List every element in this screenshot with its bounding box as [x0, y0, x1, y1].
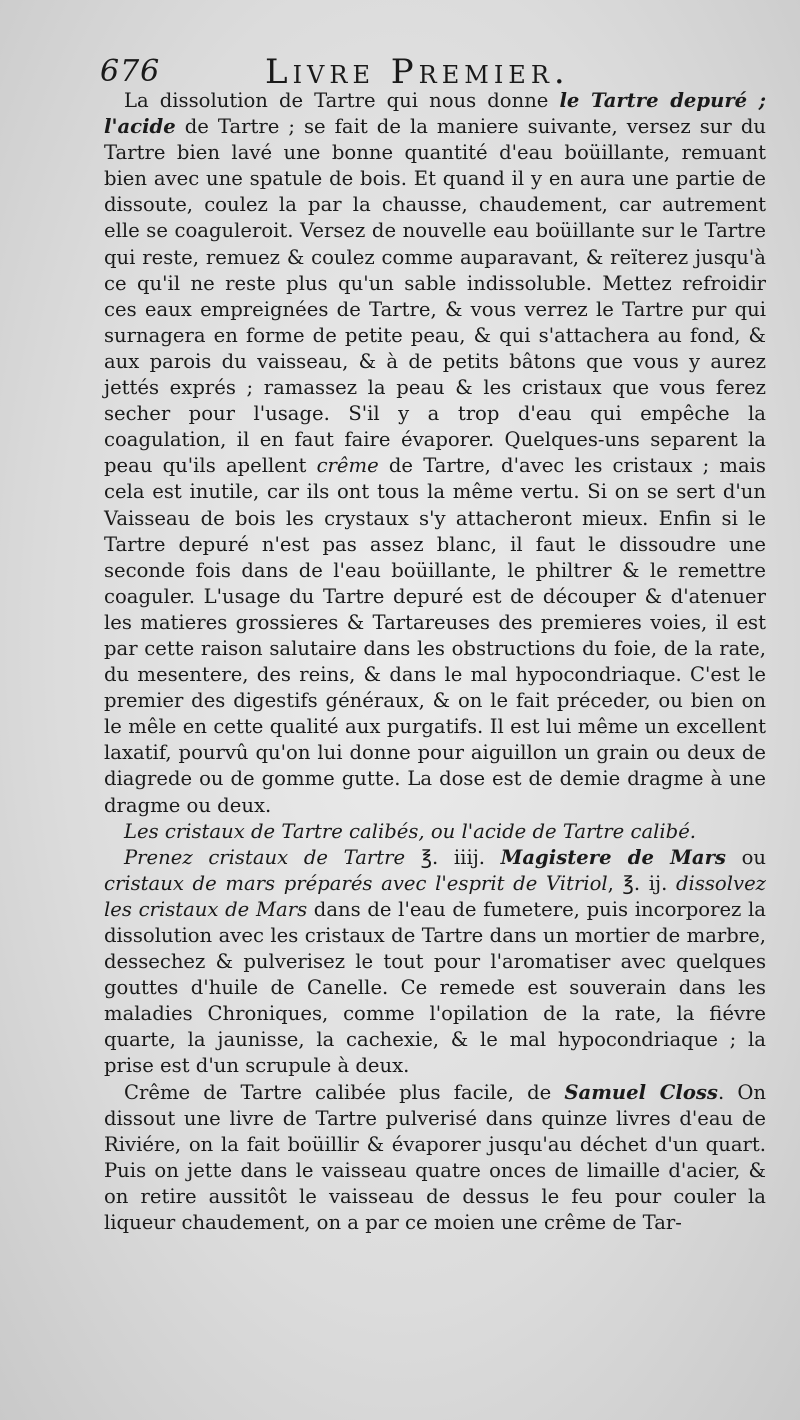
- paragraph-creme-closs: [104, 1080, 766, 1237]
- text-segment: ou: [725, 845, 766, 869]
- text-segment: ℥. iiij.: [405, 845, 501, 869]
- text-segment: Crême de Tartre calibée plus facile, de: [124, 1080, 565, 1104]
- text-segment: dissolvez les cristaux de Mars: [104, 871, 766, 921]
- page-number: 676: [100, 54, 161, 89]
- subheading-cristaux-calibes: [104, 819, 766, 845]
- text-segment: Les cristaux de Tartre calibés, ou l'acide de Tartre calibé.: [124, 819, 697, 843]
- text-segment: cristaux de mars préparés avec l'esprit de Vitriol: [104, 871, 608, 895]
- text-segment: Prenez cristaux de Tartre: [124, 845, 406, 869]
- text-segment: crême: [316, 454, 379, 478]
- text-segment: de Tartre ; se fait de la maniere suivante, versez sur du Tartre bien lavé une bonne quantité d'eau boüillante, remuant bien avec une spatule de bois. Et quand il y en aura une partie de dissoute, coulez la par la chausse, chaudement, car autrement elle se coaguleroit. Versez de nouvelle eau boüillante sur le Tartre qui reste, remuez & coulez comme auparavant, & reïterez jusqu'à ce qu'il ne reste plus qu'un sable indissoluble. Mettez refroidir ces eaux empreignées de Tartre, & vous verrez le Tartre pur qui surnagera en forme de petite peau, & qui s'attachera au fond, & aux parois du vaisseau, & à de petits bâtons que vous y aurez jettés exprés ; ramassez la peau & les cristaux que vous ferez secher pour l'usage. S'il y a trop d'eau qui empêche la coagulation, il en faut faire évaporer. Quelques-uns separent la peau qu'ils apellent: [104, 115, 766, 478]
- text-segment: La dissolution de Tartre qui nous donne: [124, 89, 560, 112]
- text-segment: le Tartre depuré ; l'acide: [104, 89, 766, 139]
- text-segment: dans de l'eau de fumetere, puis incorporez la dissolution avec les cristaux de Tartre dans un mortier de marbre, dessechez & pulverisez le tout pour l'aromatiser avec quelques gouttes d'huile de Canelle. Ce remede est souverain dans les maladies Chroniques, comme l'opilation de la rate, la fiévre quarte, la jaunisse, la cachexie, & le mal hypocondriaque ; la prise est d'un scrupule à deux.: [104, 897, 766, 1078]
- text-segment: Samuel Closs: [564, 1080, 718, 1104]
- text-segment: de Tartre, d'avec les cristaux ; mais cela est inutile, car ils ont tous la même vertu. Si on se sert d'un Vaisseau de bois les crystaux s'y attacheront mieux. Enfin si le Tartre depuré n'est pas assez blanc, il faut le dissoudre une seconde fois dans de l'eau boüillante, le philtrer & le remettre coaguler. L'usage du Tartre depuré est de découper & d'atenuer les matieres grossieres & Tartareuses des premieres voies, il est par cette raison salutaire dans les obstructions du foie, de la rate, du mesentere, des reins, & dans le mal hypocondriaque. C'est le premier des digestifs généraux, & on le fait préceder, ou bien on le mêle en cette qualité aux purgatifs. Il est lui même un excellent laxatif, pourvû qu'on lui donne pour aiguillon un grain ou deux de diagrede ou de gomme gutte. La dose est de demie dragme à une dragme ou deux.: [104, 454, 766, 817]
- body-text: [104, 88, 766, 1236]
- paragraph-tartre-depure: [104, 88, 766, 819]
- text-segment: Magistere de Mars: [500, 845, 726, 869]
- text-segment: . On dissout une livre de Tartre pulverisé dans quinze livres d'eau de Riviére, on la fait boüillir & évaporer jusqu'au déchet d'un quart. Puis on jette dans le vaisseau quatre onces de limaille d'acier, & on retire aussitôt le vaisseau de dessus le feu pour couler la liqueur chaudement, on a par ce moien une crême de Tar-: [104, 1080, 766, 1235]
- text-segment: , ℥. ij.: [607, 871, 677, 895]
- paragraph-recipe-cristaux: [104, 845, 766, 1080]
- running-title: Livre Premier.: [265, 52, 570, 92]
